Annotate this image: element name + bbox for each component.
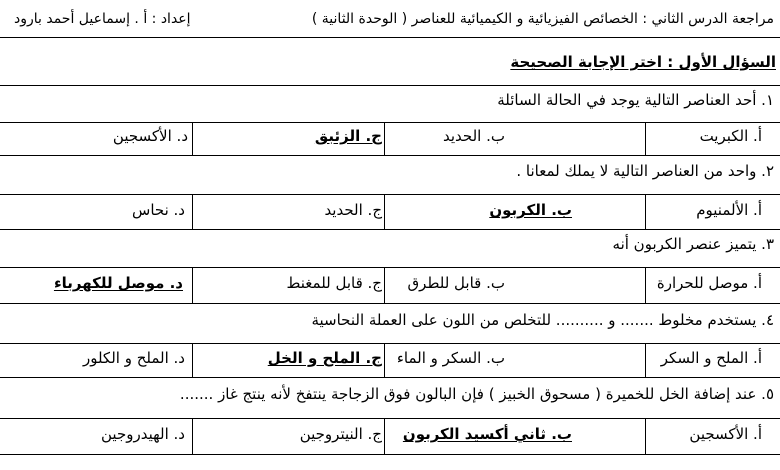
q3-option-c: ج. قابل للمغنط (286, 274, 382, 292)
divider (645, 194, 646, 229)
divider (192, 267, 193, 303)
q4-option-b: ب. السكر و الماء (396, 349, 505, 367)
question-1-text: ١. أحد العناصر التالية يوجد في الحالة السائلة (497, 91, 774, 109)
divider (0, 37, 780, 38)
section-title: السؤال الأول : اختر الإجابة الصحيحة (510, 53, 776, 71)
q5-option-d: د. الهيدروجين (101, 425, 185, 443)
divider (0, 303, 780, 304)
q1-option-b: ب. الحديد (443, 127, 505, 145)
divider (192, 194, 193, 229)
divider (0, 85, 780, 86)
q2-option-a: أ. الألمنيوم (696, 201, 762, 219)
q2-option-b: ب. الكربون (489, 201, 572, 219)
divider (645, 122, 646, 155)
q5-option-a: أ. الأكسجين (689, 425, 762, 443)
q4-option-d: د. الملح و الكلور (82, 349, 185, 367)
q3-option-b: ب. قابل للطرق (407, 274, 505, 292)
divider (384, 267, 385, 303)
divider (0, 418, 780, 419)
header-title: مراجعة الدرس الثاني : الخصائص الفيزيائية و الكيميائية للعناصر ( الوحدة الثانية ) (311, 11, 774, 27)
divider (645, 418, 646, 454)
divider (645, 267, 646, 303)
q1-option-c: ج. الزئبق (314, 127, 382, 145)
divider (384, 122, 385, 155)
divider (0, 122, 780, 123)
q1-option-d: د. الأكسجين (112, 127, 188, 145)
q4-option-a: أ. الملح و السكر (660, 349, 762, 367)
q5-option-b: ب. ثاني أكسيد الكربون (402, 425, 572, 443)
divider (384, 418, 385, 454)
divider (0, 194, 780, 195)
divider (0, 267, 780, 268)
divider (0, 229, 780, 230)
question-2-text: ٢. واحد من العناصر التالية لا يملك لمعانا . (516, 162, 774, 180)
divider (384, 343, 385, 377)
divider (384, 194, 385, 229)
q2-option-c: ج. الحديد (324, 201, 382, 219)
q5-option-c: ج. النيتروجين (299, 425, 382, 443)
q4-option-c: ج. الملح و الخل (267, 349, 382, 367)
q1-option-a: أ. الكبريت (699, 127, 762, 145)
divider (0, 155, 780, 156)
q3-option-d: د. موصل للكهرباء (53, 274, 183, 292)
divider (192, 122, 193, 155)
header-author: إعداد : أ . إسماعيل أحمد بارود (14, 11, 191, 27)
divider (0, 454, 780, 455)
question-4-text: ٤. يستخدم مخلوط ....... و .......... للتخلص من اللون على العملة النحاسية (311, 311, 774, 329)
divider (0, 343, 780, 344)
divider (192, 418, 193, 454)
divider (0, 377, 780, 378)
question-3-text: ٣. يتميز عنصر الكربون أنه (612, 235, 774, 253)
q2-option-d: د. نحاس (132, 201, 185, 219)
q3-option-a: أ. موصل للحرارة (656, 274, 762, 292)
divider (645, 343, 646, 377)
question-5-text: ٥. عند إضافة الخل للخميرة ( مسحوق الخبيز ) فإن البالون فوق الزجاجة ينتفخ لأنه ينتج غاز ....... (179, 385, 774, 403)
divider (192, 343, 193, 377)
